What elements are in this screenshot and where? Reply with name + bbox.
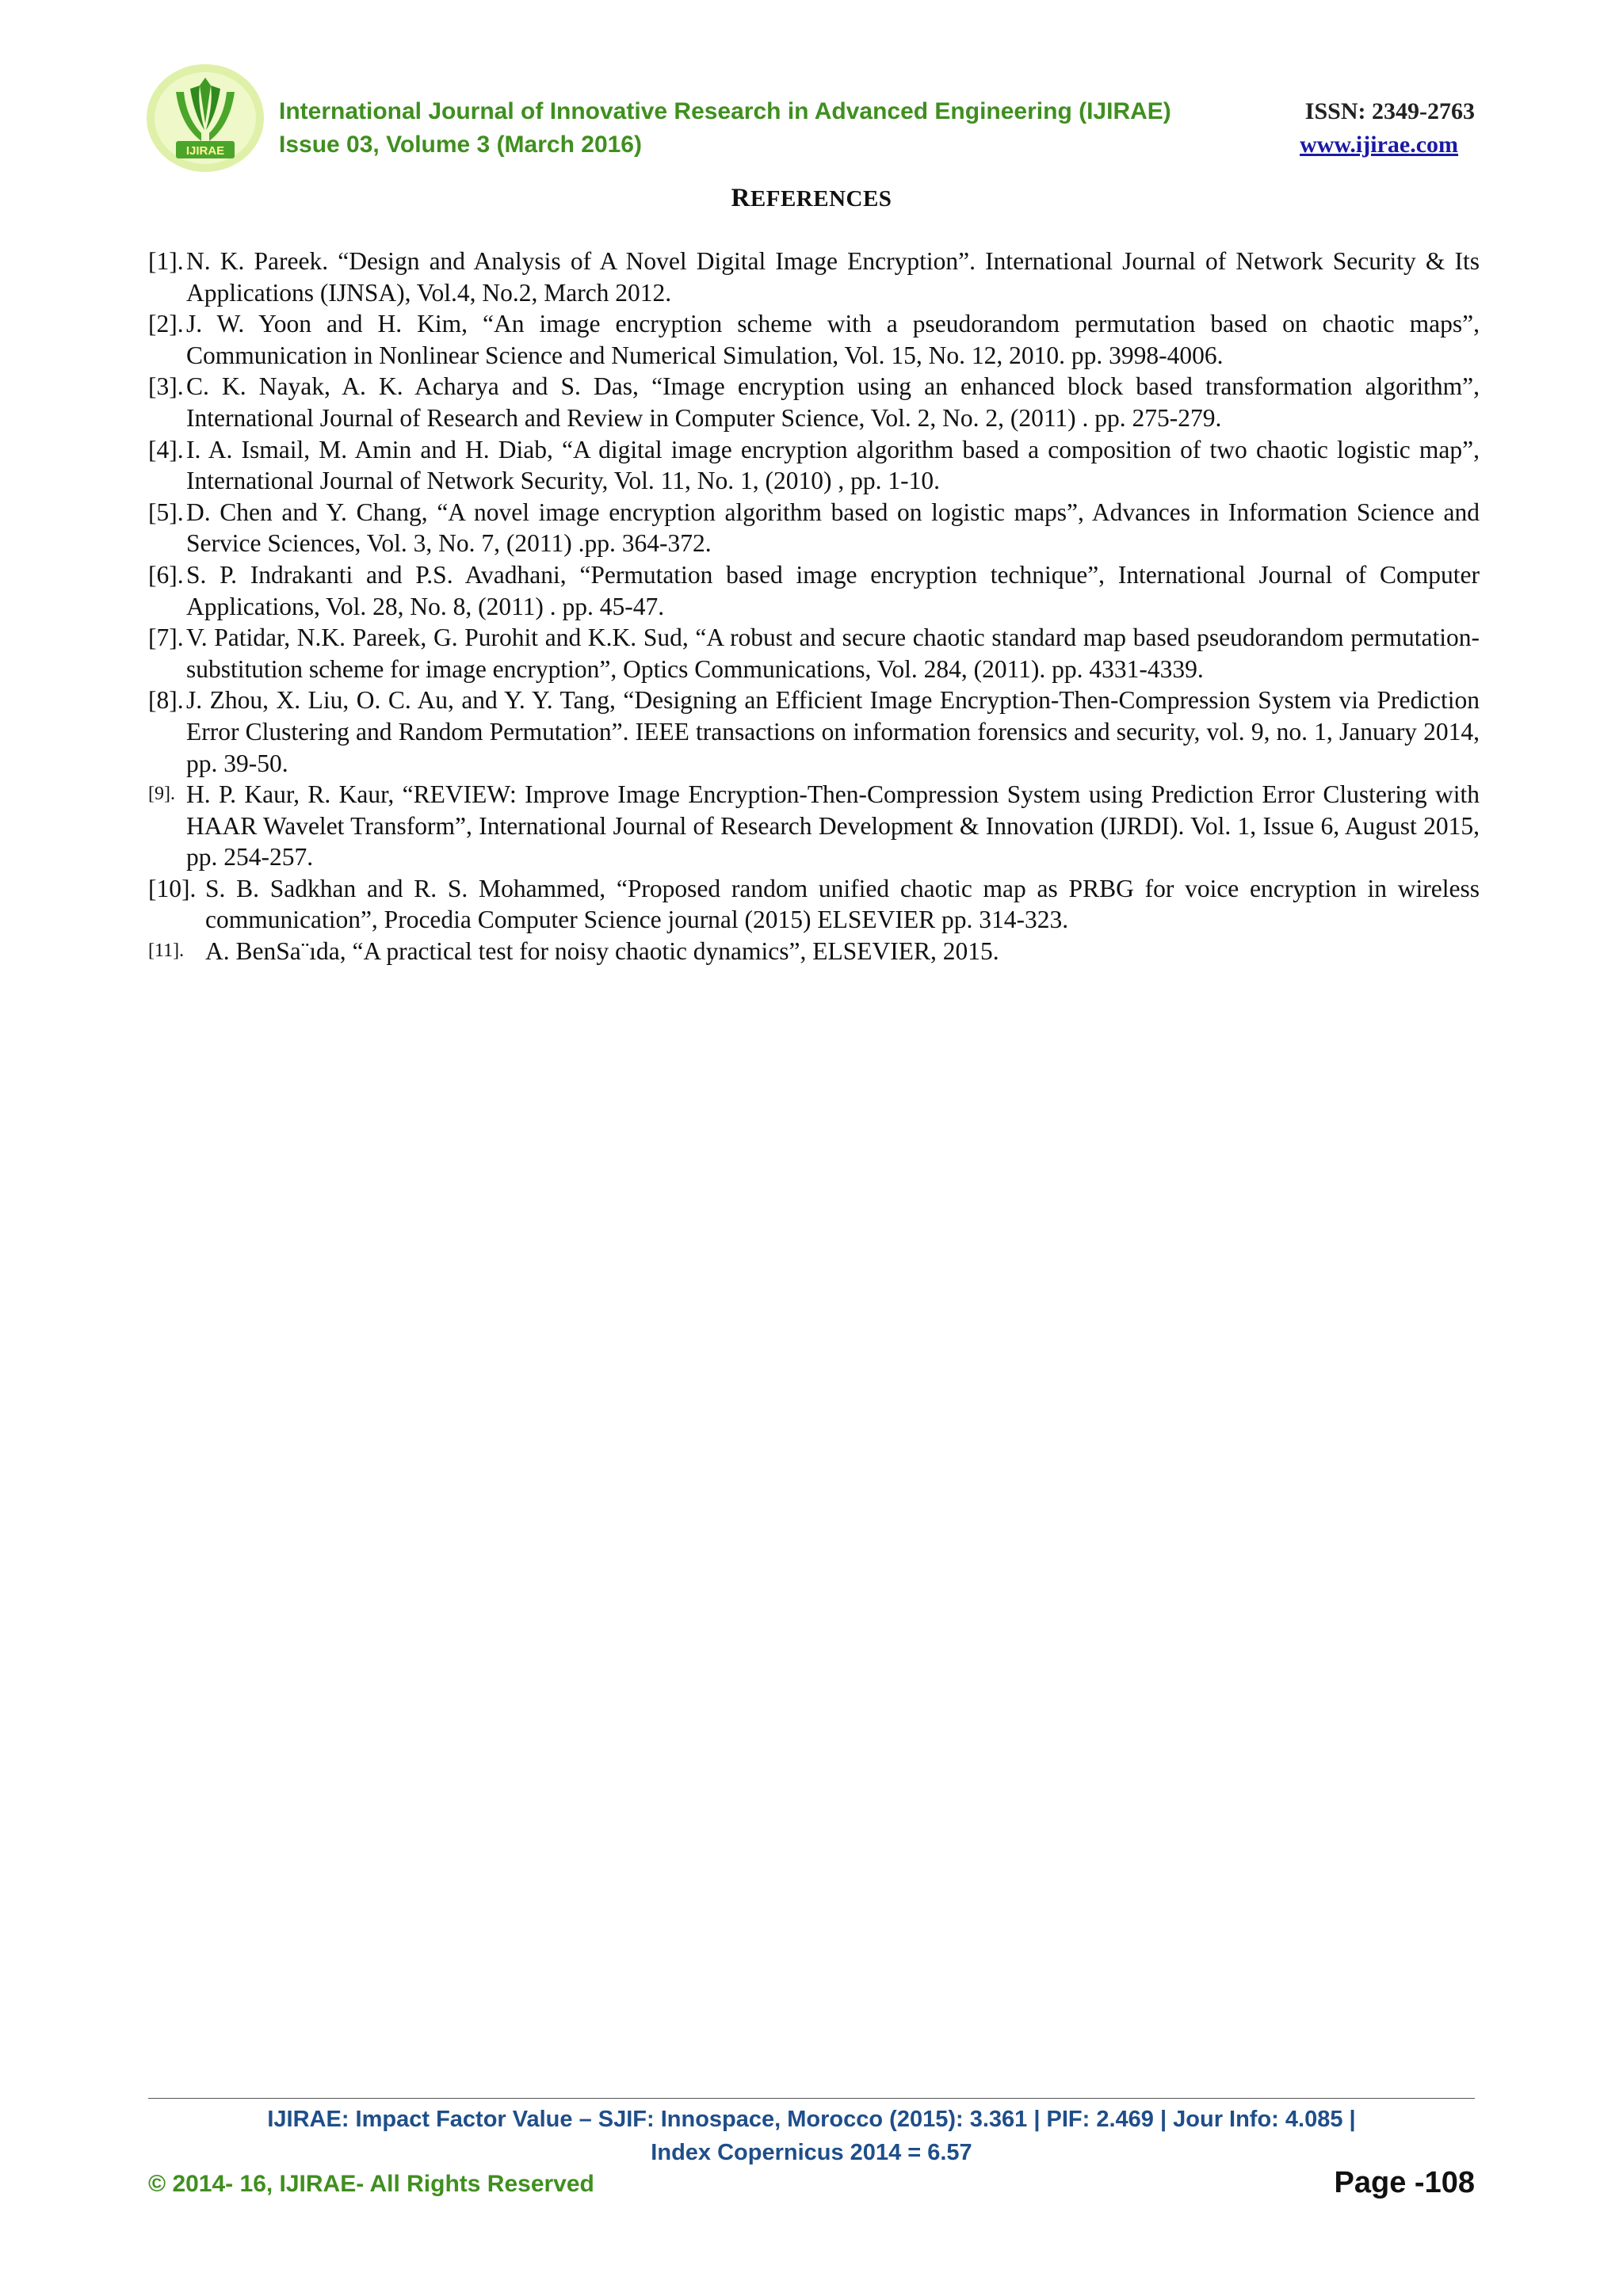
reference-text: S. P. Indrakanti and P.S. Avadhani, “Permutation based image encryption technique”, International Journal of Computer Applications, Vol. 28, No. 8, (2011) . pp. 45-47. bbox=[186, 560, 1480, 620]
section-title-initial: R bbox=[731, 184, 750, 212]
reference-number: [9]. bbox=[148, 784, 175, 805]
reference-text: I. A. Ismail, M. Amin and H. Diab, “A digital image encryption algorithm based a composition of two chaotic logistic map”, International Journal of Network Security, Vol. 11, No. 1, (2010) , pp. 1-10. bbox=[186, 435, 1480, 495]
reference-text: J. Zhou, X. Liu, O. C. Au, and Y. Y. Tang, “Designing an Efficient Image Encryption-Then-Compression System via Prediction Error Clustering and Random Permutation”. IEEE transactions on information forensics and security, vol. 9, no. 1, January 2014, pp. 39-50. bbox=[186, 686, 1480, 777]
issn: ISSN: 2349-2763 bbox=[1304, 98, 1475, 124]
reference-item bbox=[148, 497, 1480, 559]
reference-item bbox=[148, 873, 1480, 936]
issue-volume: Issue 03, Volume 3 (March 2016) bbox=[279, 132, 642, 158]
reference-number: [4]. bbox=[148, 435, 184, 463]
reference-list bbox=[148, 246, 1480, 967]
reference-item bbox=[148, 434, 1480, 497]
journal-title: International Journal of Innovative Research in Advanced Engineering (IJIRAE) bbox=[279, 98, 1171, 124]
reference-item bbox=[148, 308, 1480, 371]
reference-item bbox=[148, 936, 1480, 967]
page-number: Page -108 bbox=[1334, 2166, 1475, 2199]
section-title bbox=[0, 184, 1623, 213]
reference-text: N. K. Pareek. “Design and Analysis of A Novel Digital Image Encryption”. International Journal of Network Security & Its Applications (IJNSA), Vol.4, No.2, March 2012. bbox=[186, 247, 1480, 307]
svg-text:IJIRAE: IJIRAE bbox=[185, 144, 225, 158]
journal-url-link[interactable]: www.ijirae.com bbox=[1300, 132, 1458, 158]
reference-item bbox=[148, 559, 1480, 622]
reference-item bbox=[148, 246, 1480, 308]
reference-text: C. K. Nayak, A. K. Acharya and S. Das, “Image encryption using an enhanced block based transformation algorithm”, International Journal of Research and Review in Computer Science, Vol. 2, No. 2, (2011) . pp. 275-279. bbox=[186, 372, 1480, 432]
reference-number: [11]. bbox=[148, 940, 185, 962]
reference-number: [2]. bbox=[148, 310, 184, 338]
footer-metrics-line-1: IJIRAE: Impact Factor Value – SJIF: Innospace, Morocco (2015): 3.361 | PIF: 2.469 | Jour Info: 4.085 | bbox=[267, 2107, 1356, 2132]
reference-number: [10]. bbox=[148, 874, 197, 902]
section-title-rest: EFERENCES bbox=[750, 186, 892, 212]
reference-text: D. Chen and Y. Chang, “A novel image encryption algorithm based on logistic maps”, Advances in Information Science and Service Sciences, Vol. 3, No. 7, (2011) .pp. 364-372. bbox=[186, 498, 1480, 558]
reference-text: V. Patidar, N.K. Pareek, G. Purohit and K.K. Sud, “A robust and secure chaotic standard map based pseudorandom permutation-substitution scheme for image encryption”, Optics Communications, Vol. 284, (2011). pp. 4331-4339. bbox=[186, 624, 1480, 683]
reference-number: [7]. bbox=[148, 624, 184, 652]
reference-number: [1]. bbox=[148, 247, 184, 275]
footer-copyright: © 2014- 16, IJIRAE- All Rights Reserved bbox=[148, 2171, 594, 2197]
reference-text: J. W. Yoon and H. Kim, “An image encryption scheme with a pseudorandom permutation based on chaotic maps”, Communication in Nonlinear Science and Numerical Simulation, Vol. 15, No. 12, 2010. pp. 3998-4006. bbox=[186, 310, 1480, 369]
reference-number: [5]. bbox=[148, 498, 184, 526]
reference-number: [3]. bbox=[148, 372, 184, 401]
reference-item bbox=[148, 622, 1480, 685]
reference-item bbox=[148, 371, 1480, 433]
reference-text: A. BenSa¨ıda, “A practical test for noisy chaotic dynamics”, ELSEVIER, 2015. bbox=[205, 937, 999, 966]
reference-number: [8]. bbox=[148, 686, 184, 715]
footer-divider bbox=[148, 2098, 1475, 2099]
reference-item bbox=[148, 779, 1480, 873]
footer-metrics-line-2: Index Copernicus 2014 = 6.57 bbox=[651, 2140, 972, 2165]
reference-item bbox=[148, 685, 1480, 779]
reference-number: [6]. bbox=[148, 560, 184, 589]
footer-metrics bbox=[148, 2103, 1475, 2169]
reference-text: H. P. Kaur, R. Kaur, “REVIEW: Improve Image Encryption-Then-Compression System using Prediction Error Clustering with HAAR Wavelet Transform”, International Journal of Research Development & Innovation (IJRDI). Vol. 1, Issue 6, August 2015, pp. 254-257. bbox=[186, 780, 1480, 871]
journal-logo bbox=[144, 62, 266, 174]
reference-text: S. B. Sadkhan and R. S. Mohammed, “Proposed random unified chaotic map as PRBG for voice encryption in wireless communication”, Procedia Computer Science journal (2015) ELSEVIER pp. 314-323. bbox=[205, 874, 1480, 934]
